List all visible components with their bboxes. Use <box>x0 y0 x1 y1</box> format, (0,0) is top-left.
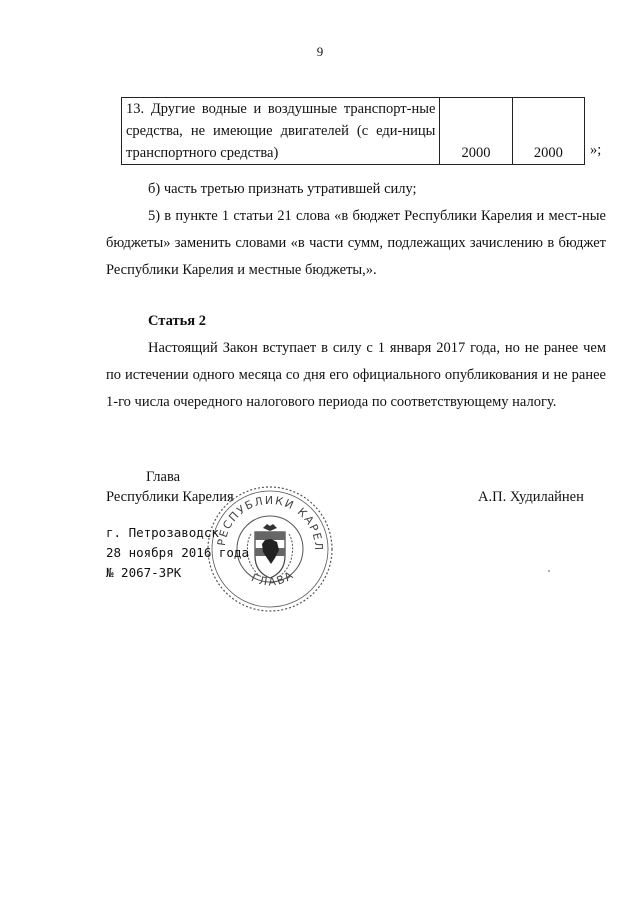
table-closing-quote: »; <box>590 142 602 158</box>
paragraph-b: б) часть третью признать утратившей силу; <box>148 181 417 197</box>
seal-text-top: РЕСПУБЛИКИ КАРЕЛ <box>215 493 326 552</box>
signature-title-line1: Глава <box>146 469 181 485</box>
paragraph-5: 5) в пункте 1 статьи 21 слова «в бюджет Республики Карелия и мест-ные бюджеты» заменить словами «в части сумм, подлежащих зачислению в бюджет Республики Карелия и местные бюджеты,». <box>106 208 606 278</box>
signature-title-line2: Республики Карелия <box>106 489 234 505</box>
scan-speck <box>548 570 550 572</box>
place-city: г. Петрозаводск <box>106 525 219 540</box>
table-row <box>122 98 585 165</box>
table-cell-value-2: 2000 <box>512 98 584 165</box>
article-text: Настоящий Закон вступает в силу с 1 января 2017 года, но не ранее чем по истечении одного месяца со дня его официального опубликования и не ранее 1-го числа очередного налогового периода по соответствующему налогу. <box>106 340 606 410</box>
table-cell-value-1: 2000 <box>440 98 512 165</box>
seal-text-bottom: ГЛАВА <box>249 567 297 589</box>
svg-text:ГЛАВА <box>249 568 297 589</box>
article-heading: Статья 2 <box>148 313 206 329</box>
table-cell-description: 13. Другие водные и воздушные транспорт-ные средства, не имеющие двигателей (с еди-ницы транспортного средства) <box>122 98 440 165</box>
place-date-block <box>106 523 249 583</box>
law-number: № 2067-ЗРК <box>106 565 182 580</box>
law-date: 28 ноября 2016 года <box>106 545 249 560</box>
tariff-table <box>121 97 585 165</box>
coat-of-arms-icon <box>247 524 292 578</box>
signatory-name: А.П. Худилайнен <box>478 489 584 505</box>
page-number: 9 <box>316 44 324 59</box>
signature-title <box>106 467 234 507</box>
